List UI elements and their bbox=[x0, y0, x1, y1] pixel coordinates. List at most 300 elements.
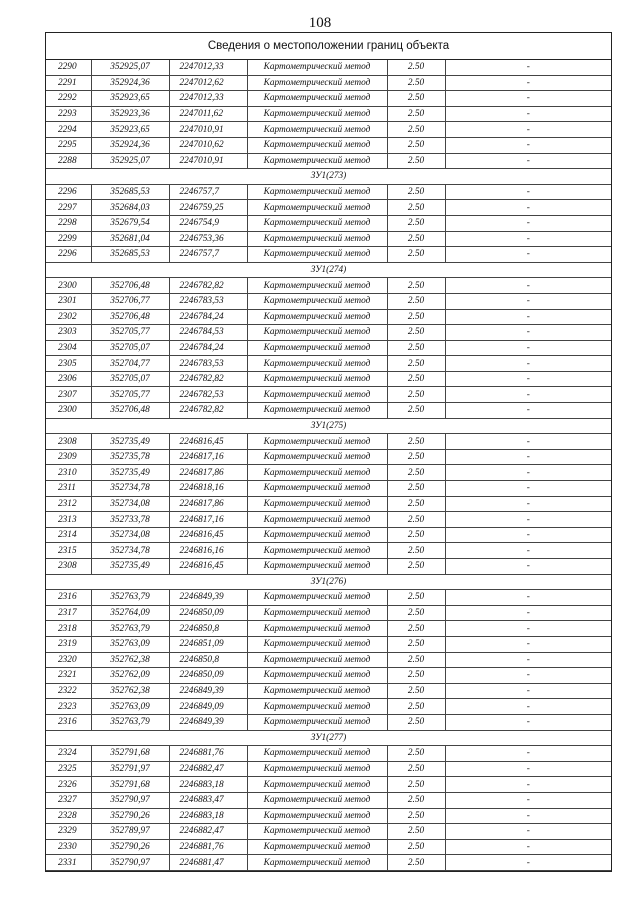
cell-accuracy: 2.50 bbox=[387, 792, 445, 808]
cell-description: - bbox=[445, 777, 611, 793]
cell-point-number: 2295 bbox=[46, 137, 91, 153]
table-row bbox=[46, 153, 611, 169]
table-row bbox=[46, 106, 611, 122]
cell-accuracy: 2.50 bbox=[387, 434, 445, 450]
cell-coord-x: 352734,08 bbox=[91, 496, 169, 512]
cell-accuracy: 2.50 bbox=[387, 543, 445, 559]
cell-method: Картометрический метод bbox=[247, 761, 387, 777]
cell-point-number: 2308 bbox=[46, 434, 91, 450]
cell-point-number: 2321 bbox=[46, 668, 91, 684]
table-row bbox=[46, 590, 611, 606]
cell-method: Картометрический метод bbox=[247, 621, 387, 637]
cell-method: Картометрический метод bbox=[247, 137, 387, 153]
group-label: ЗУ1(276) bbox=[46, 574, 611, 590]
cell-method: Картометрический метод bbox=[247, 496, 387, 512]
cell-method: Картометрический метод bbox=[247, 839, 387, 855]
cell-description: - bbox=[445, 465, 611, 481]
cell-coord-y: 2246817,86 bbox=[169, 465, 247, 481]
cell-coord-y: 2246816,45 bbox=[169, 527, 247, 543]
cell-accuracy: 2.50 bbox=[387, 91, 445, 107]
cell-point-number: 2324 bbox=[46, 746, 91, 762]
cell-coord-x: 352685,53 bbox=[91, 184, 169, 200]
cell-point-number: 2305 bbox=[46, 356, 91, 372]
cell-coord-x: 352734,78 bbox=[91, 543, 169, 559]
cell-description: - bbox=[445, 403, 611, 419]
cell-point-number: 2327 bbox=[46, 792, 91, 808]
cell-coord-y: 2246784,24 bbox=[169, 340, 247, 356]
cell-coord-y: 2246817,16 bbox=[169, 512, 247, 528]
table-row bbox=[46, 746, 611, 762]
cell-description: - bbox=[445, 340, 611, 356]
table-row bbox=[46, 792, 611, 808]
cell-description: - bbox=[445, 683, 611, 699]
cell-coord-x: 352790,97 bbox=[91, 792, 169, 808]
cell-coord-x: 352734,78 bbox=[91, 481, 169, 497]
cell-point-number: 2328 bbox=[46, 808, 91, 824]
cell-coord-y: 2246817,16 bbox=[169, 449, 247, 465]
cell-description: - bbox=[445, 808, 611, 824]
cell-coord-y: 2247012,33 bbox=[169, 91, 247, 107]
cell-point-number: 2315 bbox=[46, 543, 91, 559]
cell-method: Картометрический метод bbox=[247, 309, 387, 325]
cell-coord-x: 352923,65 bbox=[91, 91, 169, 107]
cell-description: - bbox=[445, 106, 611, 122]
cell-coord-y: 2246782,82 bbox=[169, 371, 247, 387]
cell-coord-x: 352925,07 bbox=[91, 60, 169, 75]
cell-point-number: 2323 bbox=[46, 699, 91, 715]
cell-point-number: 2297 bbox=[46, 200, 91, 216]
cell-method: Картометрический метод bbox=[247, 683, 387, 699]
group-label: ЗУ1(273) bbox=[46, 169, 611, 185]
cell-coord-y: 2246782,82 bbox=[169, 278, 247, 294]
cell-point-number: 2291 bbox=[46, 75, 91, 91]
cell-accuracy: 2.50 bbox=[387, 746, 445, 762]
cell-point-number: 2296 bbox=[46, 184, 91, 200]
table-row bbox=[46, 387, 611, 403]
cell-description: - bbox=[445, 293, 611, 309]
cell-coord-y: 2246881,76 bbox=[169, 839, 247, 855]
cell-accuracy: 2.50 bbox=[387, 325, 445, 341]
cell-description: - bbox=[445, 371, 611, 387]
cell-coord-y: 2246816,16 bbox=[169, 543, 247, 559]
table-title: Сведения о местоположении границ объекта bbox=[46, 33, 611, 60]
cell-point-number: 2294 bbox=[46, 122, 91, 138]
cell-description: - bbox=[445, 746, 611, 762]
cell-method: Картометрический метод bbox=[247, 153, 387, 169]
cell-accuracy: 2.50 bbox=[387, 184, 445, 200]
cell-accuracy: 2.50 bbox=[387, 481, 445, 497]
cell-coord-x: 352763,79 bbox=[91, 590, 169, 606]
table-row bbox=[46, 527, 611, 543]
cell-method: Картометрический метод bbox=[247, 699, 387, 715]
cell-description: - bbox=[445, 621, 611, 637]
cell-method: Картометрический метод bbox=[247, 465, 387, 481]
table-row bbox=[46, 605, 611, 621]
table-row bbox=[46, 60, 611, 75]
cell-coord-x: 352735,78 bbox=[91, 449, 169, 465]
cell-coord-y: 2246754,9 bbox=[169, 215, 247, 231]
cell-method: Картометрический метод bbox=[247, 668, 387, 684]
cell-coord-y: 2246784,24 bbox=[169, 309, 247, 325]
group-header-row bbox=[46, 169, 611, 185]
cell-accuracy: 2.50 bbox=[387, 403, 445, 419]
cell-coord-y: 2246882,47 bbox=[169, 761, 247, 777]
cell-method: Картометрический метод bbox=[247, 434, 387, 450]
cell-coord-x: 352735,49 bbox=[91, 465, 169, 481]
cell-method: Картометрический метод bbox=[247, 215, 387, 231]
cell-description: - bbox=[445, 652, 611, 668]
cell-accuracy: 2.50 bbox=[387, 808, 445, 824]
table-row bbox=[46, 699, 611, 715]
cell-accuracy: 2.50 bbox=[387, 824, 445, 840]
cell-point-number: 2322 bbox=[46, 683, 91, 699]
table-row bbox=[46, 122, 611, 138]
cell-coord-x: 352763,79 bbox=[91, 714, 169, 730]
cell-point-number: 2312 bbox=[46, 496, 91, 512]
cell-coord-x: 352705,77 bbox=[91, 325, 169, 341]
cell-coord-y: 2247012,33 bbox=[169, 60, 247, 75]
cell-method: Картометрический метод bbox=[247, 122, 387, 138]
table-row bbox=[46, 855, 611, 871]
cell-coord-y: 2246883,18 bbox=[169, 777, 247, 793]
cell-coord-y: 2247010,91 bbox=[169, 122, 247, 138]
cell-point-number: 2296 bbox=[46, 247, 91, 263]
cell-description: - bbox=[445, 496, 611, 512]
cell-accuracy: 2.50 bbox=[387, 621, 445, 637]
table-row bbox=[46, 761, 611, 777]
cell-coord-y: 2246882,47 bbox=[169, 824, 247, 840]
cell-method: Картометрический метод bbox=[247, 231, 387, 247]
cell-description: - bbox=[445, 714, 611, 730]
cell-accuracy: 2.50 bbox=[387, 371, 445, 387]
table-row bbox=[46, 714, 611, 730]
cell-accuracy: 2.50 bbox=[387, 699, 445, 715]
cell-accuracy: 2.50 bbox=[387, 636, 445, 652]
cell-point-number: 2318 bbox=[46, 621, 91, 637]
cell-accuracy: 2.50 bbox=[387, 387, 445, 403]
cell-coord-y: 2246759,25 bbox=[169, 200, 247, 216]
cell-coord-x: 352923,65 bbox=[91, 122, 169, 138]
cell-coord-x: 352790,97 bbox=[91, 855, 169, 871]
cell-coord-x: 352763,09 bbox=[91, 636, 169, 652]
cell-accuracy: 2.50 bbox=[387, 153, 445, 169]
cell-point-number: 2300 bbox=[46, 278, 91, 294]
cell-method: Картометрический метод bbox=[247, 449, 387, 465]
table-row bbox=[46, 371, 611, 387]
group-label: ЗУ1(275) bbox=[46, 418, 611, 434]
cell-description: - bbox=[445, 512, 611, 528]
cell-method: Картометрический метод bbox=[247, 247, 387, 263]
cell-coord-y: 2246849,39 bbox=[169, 683, 247, 699]
group-header-row bbox=[46, 730, 611, 746]
cell-description: - bbox=[445, 91, 611, 107]
cell-accuracy: 2.50 bbox=[387, 356, 445, 372]
cell-accuracy: 2.50 bbox=[387, 278, 445, 294]
cell-coord-y: 2246849,09 bbox=[169, 699, 247, 715]
cell-description: - bbox=[445, 449, 611, 465]
cell-description: - bbox=[445, 792, 611, 808]
cell-coord-x: 352706,48 bbox=[91, 403, 169, 419]
table-row bbox=[46, 137, 611, 153]
cell-method: Картометрический метод bbox=[247, 590, 387, 606]
cell-coord-y: 2246818,16 bbox=[169, 481, 247, 497]
cell-accuracy: 2.50 bbox=[387, 106, 445, 122]
cell-coord-y: 2247012,62 bbox=[169, 75, 247, 91]
cell-coord-x: 352679,54 bbox=[91, 215, 169, 231]
cell-description: - bbox=[445, 387, 611, 403]
cell-point-number: 2310 bbox=[46, 465, 91, 481]
cell-description: - bbox=[445, 60, 611, 75]
cell-description: - bbox=[445, 434, 611, 450]
table-row bbox=[46, 636, 611, 652]
cell-coord-y: 2246782,53 bbox=[169, 387, 247, 403]
cell-accuracy: 2.50 bbox=[387, 839, 445, 855]
table-row bbox=[46, 434, 611, 450]
cell-method: Картометрический метод bbox=[247, 184, 387, 200]
cell-coord-y: 2247010,62 bbox=[169, 137, 247, 153]
table-row bbox=[46, 683, 611, 699]
cell-coord-x: 352924,36 bbox=[91, 137, 169, 153]
cell-method: Картометрический метод bbox=[247, 559, 387, 575]
cell-accuracy: 2.50 bbox=[387, 496, 445, 512]
cell-coord-y: 2246849,39 bbox=[169, 590, 247, 606]
cell-accuracy: 2.50 bbox=[387, 247, 445, 263]
cell-description: - bbox=[445, 855, 611, 871]
table-row bbox=[46, 325, 611, 341]
cell-point-number: 2320 bbox=[46, 652, 91, 668]
cell-coord-y: 2246782,82 bbox=[169, 403, 247, 419]
cell-coord-x: 352706,77 bbox=[91, 293, 169, 309]
cell-accuracy: 2.50 bbox=[387, 855, 445, 871]
cell-accuracy: 2.50 bbox=[387, 465, 445, 481]
cell-point-number: 2309 bbox=[46, 449, 91, 465]
cell-coord-x: 352764,09 bbox=[91, 605, 169, 621]
cell-accuracy: 2.50 bbox=[387, 215, 445, 231]
cell-point-number: 2316 bbox=[46, 714, 91, 730]
cell-method: Картометрический метод bbox=[247, 106, 387, 122]
cell-description: - bbox=[445, 75, 611, 91]
table-row bbox=[46, 808, 611, 824]
cell-point-number: 2317 bbox=[46, 605, 91, 621]
table-row bbox=[46, 839, 611, 855]
cell-description: - bbox=[445, 824, 611, 840]
cell-method: Картометрический метод bbox=[247, 652, 387, 668]
cell-accuracy: 2.50 bbox=[387, 668, 445, 684]
table-row bbox=[46, 652, 611, 668]
cell-description: - bbox=[445, 184, 611, 200]
cell-accuracy: 2.50 bbox=[387, 75, 445, 91]
cell-accuracy: 2.50 bbox=[387, 761, 445, 777]
cell-description: - bbox=[445, 699, 611, 715]
cell-description: - bbox=[445, 153, 611, 169]
cell-accuracy: 2.50 bbox=[387, 449, 445, 465]
cell-coord-y: 2246883,18 bbox=[169, 808, 247, 824]
table-row bbox=[46, 465, 611, 481]
table-row bbox=[46, 824, 611, 840]
cell-method: Картометрический метод bbox=[247, 60, 387, 75]
cell-point-number: 2302 bbox=[46, 309, 91, 325]
cell-description: - bbox=[445, 761, 611, 777]
table-row bbox=[46, 403, 611, 419]
cell-coord-x: 352704,77 bbox=[91, 356, 169, 372]
table-row bbox=[46, 668, 611, 684]
group-header-row bbox=[46, 262, 611, 278]
cell-method: Картометрический метод bbox=[247, 200, 387, 216]
cell-coord-y: 2246783,53 bbox=[169, 293, 247, 309]
cell-coord-y: 2246881,76 bbox=[169, 746, 247, 762]
cell-coord-y: 2246883,47 bbox=[169, 792, 247, 808]
cell-method: Картометрический метод bbox=[247, 543, 387, 559]
cell-accuracy: 2.50 bbox=[387, 309, 445, 325]
cell-point-number: 2303 bbox=[46, 325, 91, 341]
table-row bbox=[46, 496, 611, 512]
cell-description: - bbox=[445, 527, 611, 543]
cell-method: Картометрический метод bbox=[247, 356, 387, 372]
cell-point-number: 2301 bbox=[46, 293, 91, 309]
cell-accuracy: 2.50 bbox=[387, 512, 445, 528]
cell-point-number: 2314 bbox=[46, 527, 91, 543]
cell-coord-x: 352684,03 bbox=[91, 200, 169, 216]
cell-description: - bbox=[445, 278, 611, 294]
cell-coord-x: 352790,26 bbox=[91, 839, 169, 855]
cell-accuracy: 2.50 bbox=[387, 340, 445, 356]
cell-method: Картометрический метод bbox=[247, 91, 387, 107]
cell-point-number: 2330 bbox=[46, 839, 91, 855]
table-row bbox=[46, 449, 611, 465]
cell-description: - bbox=[445, 839, 611, 855]
cell-accuracy: 2.50 bbox=[387, 60, 445, 75]
cell-point-number: 2293 bbox=[46, 106, 91, 122]
cell-method: Картометрический метод bbox=[247, 481, 387, 497]
cell-method: Картометрический метод bbox=[247, 371, 387, 387]
cell-description: - bbox=[445, 122, 611, 138]
cell-point-number: 2331 bbox=[46, 855, 91, 871]
boundary-table-frame bbox=[45, 32, 612, 872]
cell-method: Картометрический метод bbox=[247, 746, 387, 762]
cell-description: - bbox=[445, 559, 611, 575]
cell-coord-x: 352923,36 bbox=[91, 106, 169, 122]
cell-coord-x: 352791,68 bbox=[91, 746, 169, 762]
cell-point-number: 2308 bbox=[46, 559, 91, 575]
table-row bbox=[46, 481, 611, 497]
cell-point-number: 2304 bbox=[46, 340, 91, 356]
cell-method: Картометрический метод bbox=[247, 605, 387, 621]
cell-method: Картометрический метод bbox=[247, 808, 387, 824]
cell-accuracy: 2.50 bbox=[387, 590, 445, 606]
cell-description: - bbox=[445, 137, 611, 153]
cell-method: Картометрический метод bbox=[247, 714, 387, 730]
cell-point-number: 2325 bbox=[46, 761, 91, 777]
table-row bbox=[46, 247, 611, 263]
cell-description: - bbox=[445, 200, 611, 216]
table-row bbox=[46, 293, 611, 309]
cell-coord-y: 2247010,91 bbox=[169, 153, 247, 169]
cell-coord-y: 2246817,86 bbox=[169, 496, 247, 512]
cell-accuracy: 2.50 bbox=[387, 137, 445, 153]
cell-coord-y: 2246757,7 bbox=[169, 184, 247, 200]
cell-point-number: 2307 bbox=[46, 387, 91, 403]
cell-method: Картометрический метод bbox=[247, 340, 387, 356]
cell-point-number: 2288 bbox=[46, 153, 91, 169]
cell-coord-x: 352685,53 bbox=[91, 247, 169, 263]
table-row bbox=[46, 309, 611, 325]
cell-description: - bbox=[445, 356, 611, 372]
cell-coord-y: 2246850,09 bbox=[169, 605, 247, 621]
cell-accuracy: 2.50 bbox=[387, 652, 445, 668]
cell-coord-y: 2246850,8 bbox=[169, 652, 247, 668]
cell-coord-y: 2246783,53 bbox=[169, 356, 247, 372]
cell-accuracy: 2.50 bbox=[387, 231, 445, 247]
cell-coord-x: 352681,04 bbox=[91, 231, 169, 247]
cell-point-number: 2290 bbox=[46, 60, 91, 75]
cell-method: Картометрический метод bbox=[247, 75, 387, 91]
cell-coord-x: 352791,68 bbox=[91, 777, 169, 793]
cell-accuracy: 2.50 bbox=[387, 293, 445, 309]
table-row bbox=[46, 559, 611, 575]
cell-description: - bbox=[445, 668, 611, 684]
cell-point-number: 2306 bbox=[46, 371, 91, 387]
cell-coord-y: 2246816,45 bbox=[169, 559, 247, 575]
cell-accuracy: 2.50 bbox=[387, 605, 445, 621]
cell-description: - bbox=[445, 481, 611, 497]
cell-description: - bbox=[445, 543, 611, 559]
cell-coord-x: 352762,38 bbox=[91, 683, 169, 699]
table-row bbox=[46, 356, 611, 372]
cell-coord-x: 352762,09 bbox=[91, 668, 169, 684]
cell-coord-x: 352789,97 bbox=[91, 824, 169, 840]
table-row bbox=[46, 75, 611, 91]
cell-point-number: 2316 bbox=[46, 590, 91, 606]
cell-description: - bbox=[445, 309, 611, 325]
page-number: 108 bbox=[308, 15, 332, 31]
cell-method: Картометрический метод bbox=[247, 792, 387, 808]
table-row bbox=[46, 231, 611, 247]
cell-coord-y: 2246816,45 bbox=[169, 434, 247, 450]
table-row bbox=[46, 512, 611, 528]
cell-method: Картометрический метод bbox=[247, 527, 387, 543]
cell-coord-x: 352706,48 bbox=[91, 278, 169, 294]
cell-coord-y: 2247011,62 bbox=[169, 106, 247, 122]
cell-coord-x: 352763,09 bbox=[91, 699, 169, 715]
coordinates-table bbox=[46, 60, 611, 871]
table-row bbox=[46, 621, 611, 637]
cell-method: Картометрический метод bbox=[247, 824, 387, 840]
cell-coord-x: 352706,48 bbox=[91, 309, 169, 325]
cell-method: Картометрический метод bbox=[247, 636, 387, 652]
cell-accuracy: 2.50 bbox=[387, 714, 445, 730]
cell-accuracy: 2.50 bbox=[387, 683, 445, 699]
cell-coord-y: 2246881,47 bbox=[169, 855, 247, 871]
cell-point-number: 2292 bbox=[46, 91, 91, 107]
cell-coord-x: 352763,79 bbox=[91, 621, 169, 637]
cell-coord-x: 352705,07 bbox=[91, 340, 169, 356]
cell-coord-y: 2246784,53 bbox=[169, 325, 247, 341]
cell-accuracy: 2.50 bbox=[387, 200, 445, 216]
cell-accuracy: 2.50 bbox=[387, 777, 445, 793]
cell-coord-x: 352791,97 bbox=[91, 761, 169, 777]
group-label: ЗУ1(277) bbox=[46, 730, 611, 746]
table-row bbox=[46, 200, 611, 216]
table-row bbox=[46, 340, 611, 356]
cell-point-number: 2298 bbox=[46, 215, 91, 231]
cell-method: Картометрический метод bbox=[247, 387, 387, 403]
cell-point-number: 2319 bbox=[46, 636, 91, 652]
cell-method: Картометрический метод bbox=[247, 278, 387, 294]
cell-coord-x: 352735,49 bbox=[91, 559, 169, 575]
cell-coord-x: 352925,07 bbox=[91, 153, 169, 169]
cell-coord-y: 2246849,39 bbox=[169, 714, 247, 730]
cell-point-number: 2311 bbox=[46, 481, 91, 497]
